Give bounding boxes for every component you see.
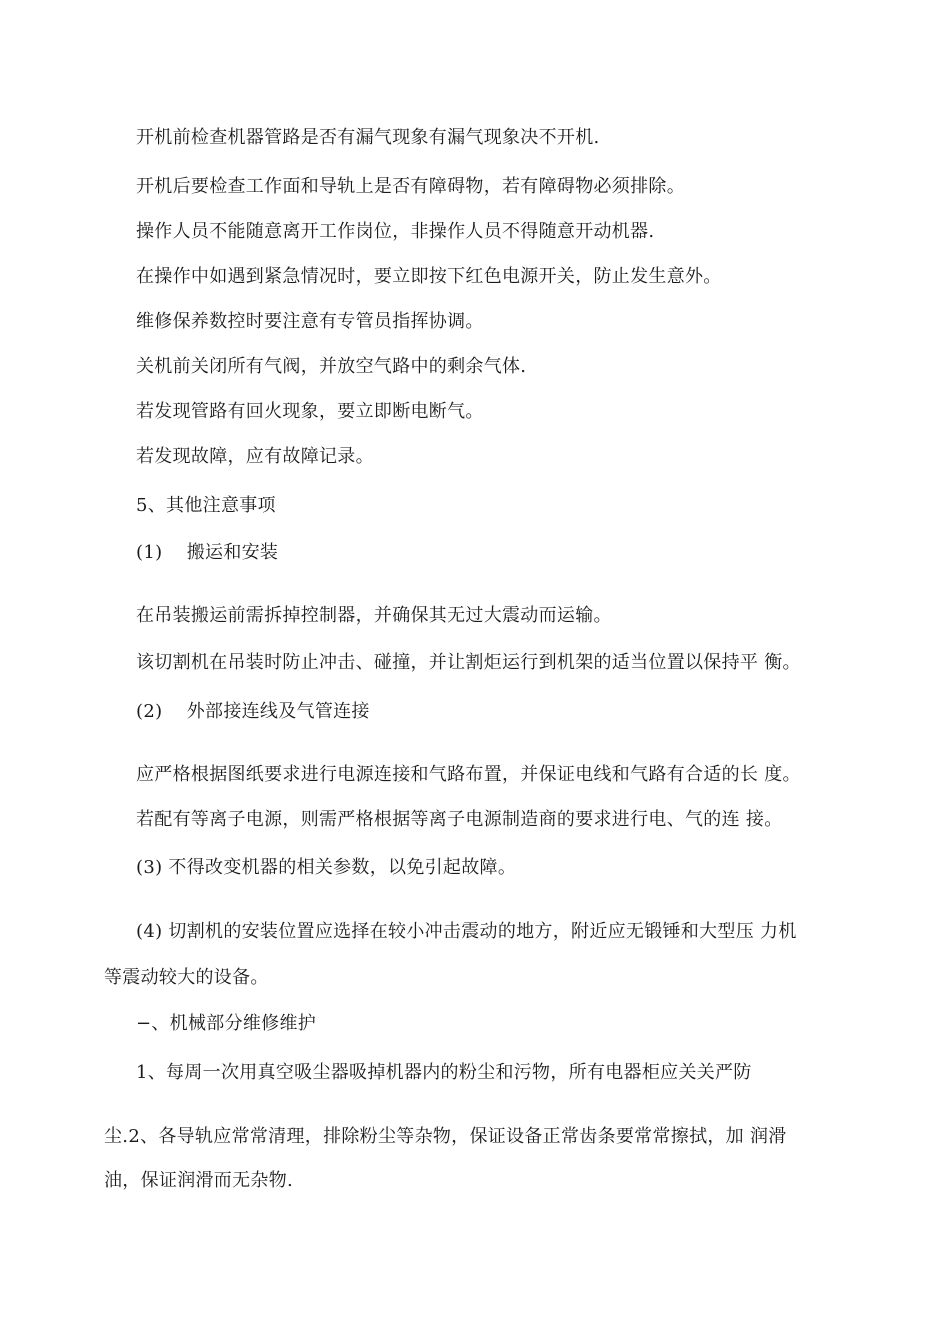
text-line: 在操作中如遇到紧急情况时，要立即按下红色电源开关，防止发生意外。 (136, 266, 722, 287)
text-line: 油，保证润滑而无杂物. (104, 1170, 294, 1191)
text-line: 该切割机在吊装时防止冲击、碰撞，并让割炬运行到机架的适当位置以保持平 衡。 (136, 652, 801, 673)
text-line: 1、每周一次用真空吸尘器吸掉机器内的粉尘和污物，所有电器柜应关关严防 (136, 1062, 752, 1083)
text-line: 在吊装搬运前需拆掉控制器，并确保其无过大震动而运输。 (136, 605, 612, 626)
section-heading: 5、其他注意事项 (136, 495, 276, 516)
section-heading: −、机械部分维修维护 (136, 1013, 317, 1034)
text-line: (3) 不得改变机器的相关参数，以免引起故障。 (136, 857, 517, 878)
text-line: 若配有等离子电源，则需严格根据等离子电源制造商的要求进行电、气的连 接。 (136, 809, 783, 830)
subsection-heading: (2) 外部接连线及气管连接 (136, 701, 370, 722)
text-line: 操作人员不能随意离开工作岗位，非操作人员不得随意开动机器. (136, 221, 655, 242)
text-line: 若发现管路有回火现象，要立即断电断气。 (136, 401, 484, 422)
text-line: 等震动较大的设备。 (104, 967, 269, 988)
text-line: 应严格根据图纸要求进行电源连接和气路布置，并保证电线和气路有合适的长 度。 (136, 764, 801, 785)
text-line: 开机前检查机器管路是否有漏气现象有漏气现象决不开机. (136, 127, 600, 148)
text-line: (4) 切割机的安装位置应选择在较小冲击震动的地方，附近应无锻锤和大型压 力机 (136, 921, 797, 942)
text-line: 若发现故障，应有故障记录。 (136, 446, 374, 467)
text-line: 开机后要检查工作面和导轨上是否有障碍物，若有障碍物必须排除。 (136, 176, 685, 197)
text-line: 维修保养数控时要注意有专管员指挥协调。 (136, 311, 484, 332)
text-line: 关机前关闭所有气阀，并放空气路中的剩余气体. (136, 356, 527, 377)
text-line: 尘.2、各导轨应常常清理，排除粉尘等杂物，保证设备正常齿条要常常擦拭，加 润滑 (104, 1126, 787, 1147)
subsection-heading: (1) 搬运和安装 (136, 542, 279, 563)
